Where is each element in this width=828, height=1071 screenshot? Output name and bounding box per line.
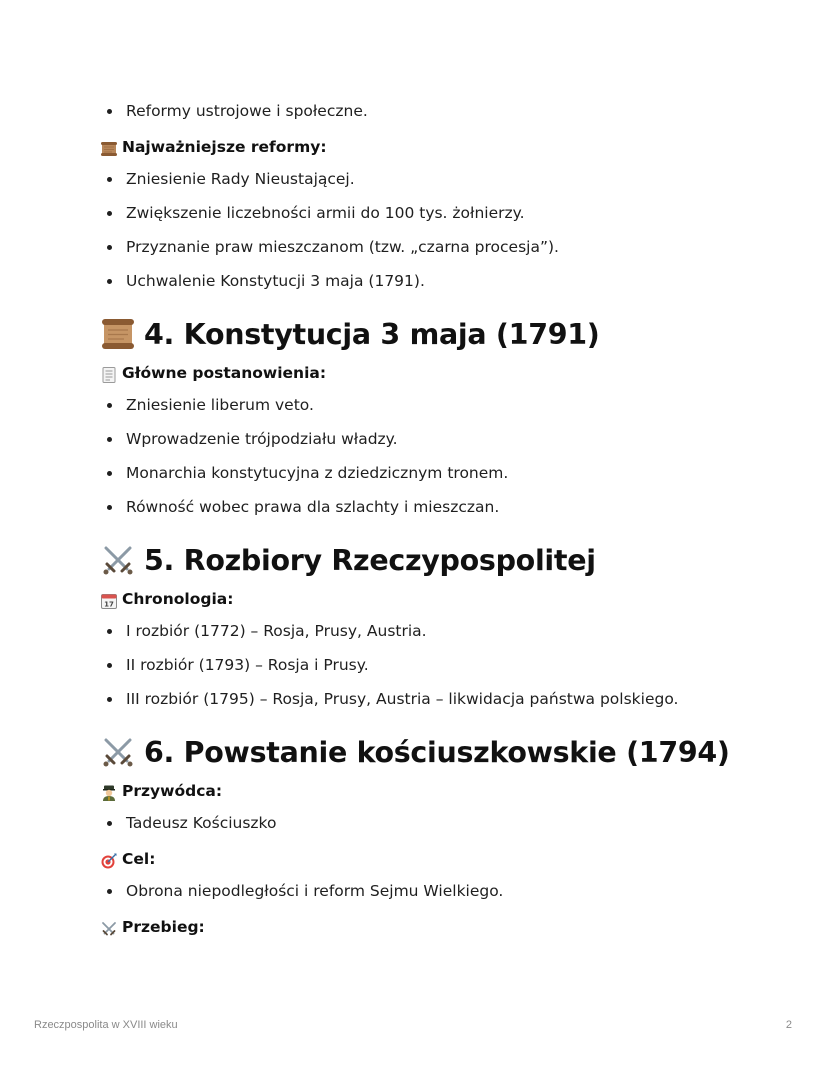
calendar-icon: [100, 590, 118, 608]
section-5-label-row: [100, 582, 790, 616]
svg-text:17: 17: [104, 600, 114, 609]
reforms-label-row: [100, 130, 790, 164]
list-item: III rozbiór (1795) – Rosja, Prusy, Austria – likwidacja państwa polskiego.: [100, 684, 790, 718]
section-4-label: Główne postanowienia:: [122, 364, 327, 382]
section-4-title: 4. Konstytucja 3 maja (1791): [144, 317, 600, 351]
intro-list: [100, 96, 790, 130]
crossed-swords-icon: [100, 542, 136, 578]
goal-label-row: [100, 842, 790, 876]
section-5-title: 5. Rozbiory Rzeczypospolitej: [144, 543, 596, 577]
leader-label: Przywódca:: [122, 782, 223, 800]
scroll-icon: [100, 316, 136, 352]
list-item: I rozbiór (1772) – Rosja, Prusy, Austria.: [100, 616, 790, 650]
crossed-swords-icon: [100, 734, 136, 770]
soldier-icon: [100, 782, 118, 800]
section-5-label: Chronologia:: [122, 590, 234, 608]
page-number: 2: [785, 1019, 792, 1031]
list-item: Obrona niepodległości i reform Sejmu Wielkiego.: [100, 876, 790, 910]
course-label-row: [100, 910, 790, 944]
target-icon: [100, 850, 118, 868]
list-item: Tadeusz Kościuszko: [100, 808, 790, 842]
scroll-icon: [100, 138, 118, 156]
list-item: Zniesienie Rady Nieustającej.: [100, 164, 790, 198]
section-5-heading: [100, 538, 790, 582]
section-6-title: 6. Powstanie kościuszkowskie (1794): [144, 735, 730, 769]
crossed-swords-icon: [100, 918, 118, 936]
leader-list: [100, 808, 790, 842]
list-item: Uchwalenie Konstytucji 3 maja (1791).: [100, 266, 790, 300]
list-item: Przyznanie praw mieszczanom (tzw. „czarna procesja”).: [100, 232, 790, 266]
footer-title: Rzeczpospolita w XVIII wieku: [34, 1019, 178, 1031]
leader-label-row: [100, 774, 790, 808]
list-item: Wprowadzenie trójpodziału władzy.: [100, 424, 790, 458]
reforms-list: [100, 164, 790, 300]
goal-list: [100, 876, 790, 910]
list-item: Równość wobec prawa dla szlachty i mieszczan.: [100, 492, 790, 526]
section-5-list: [100, 616, 790, 718]
list-item: Reformy ustrojowe i społeczne.: [100, 96, 790, 130]
section-4-heading: [100, 312, 790, 356]
section-6-heading: [100, 730, 790, 774]
section-4-list: [100, 390, 790, 526]
section-4-label-row: [100, 356, 790, 390]
course-label: Przebieg:: [122, 918, 205, 936]
goal-label: Cel:: [122, 850, 156, 868]
list-item: II rozbiór (1793) – Rosja i Prusy.: [100, 650, 790, 684]
document-content: [100, 96, 790, 944]
document-icon: [100, 364, 118, 382]
reforms-label: Najważniejsze reformy:: [122, 138, 327, 156]
list-item: Zwiększenie liczebności armii do 100 tys. żołnierzy.: [100, 198, 790, 232]
list-item: Monarchia konstytucyjna z dziedzicznym tronem.: [100, 458, 790, 492]
list-item: Zniesienie liberum veto.: [100, 390, 790, 424]
